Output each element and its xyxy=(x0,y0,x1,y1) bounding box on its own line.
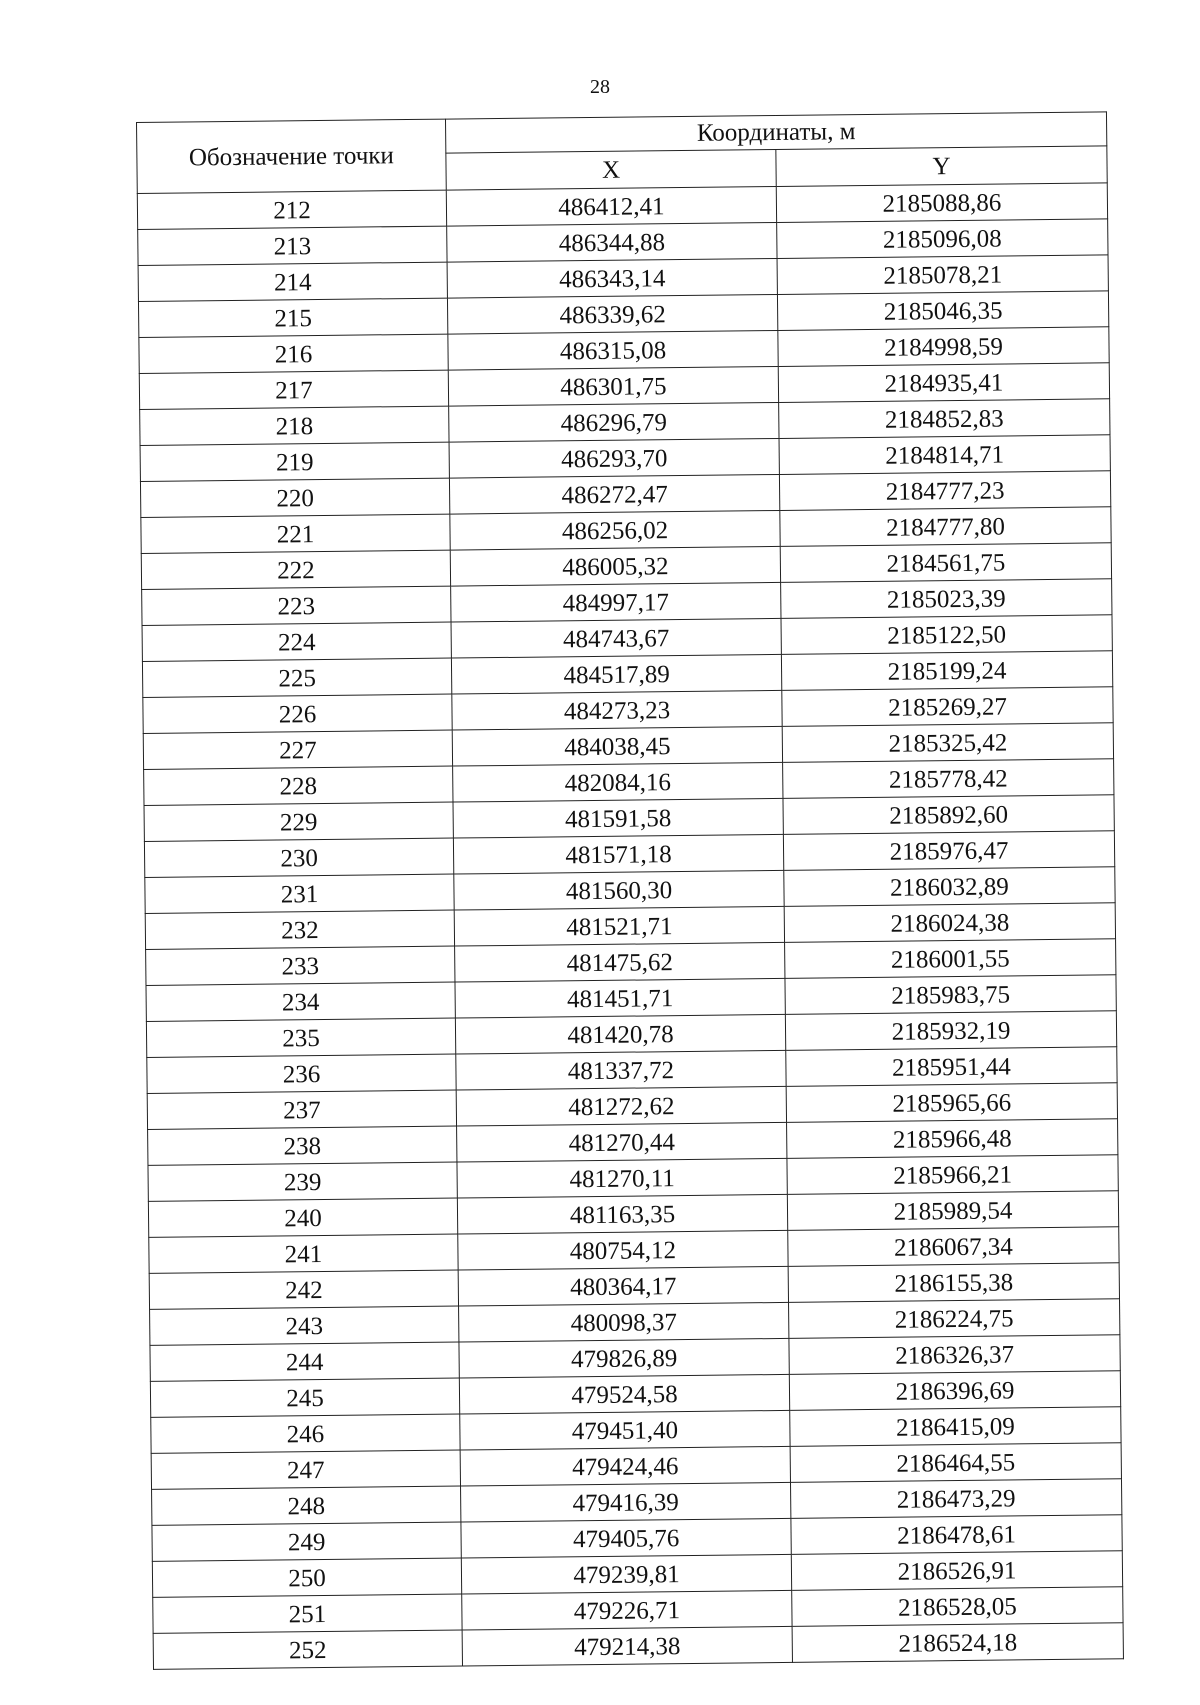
point-cell: 232 xyxy=(145,910,454,949)
x-cell: 480754,12 xyxy=(458,1230,788,1270)
y-cell: 2185078,21 xyxy=(777,255,1108,295)
point-cell: 242 xyxy=(149,1270,458,1309)
point-cell: 248 xyxy=(152,1486,461,1525)
point-cell: 229 xyxy=(144,802,453,841)
x-cell: 479424,46 xyxy=(460,1446,790,1486)
y-cell: 2185096,08 xyxy=(777,219,1108,259)
point-cell: 213 xyxy=(138,226,447,265)
x-cell: 484517,89 xyxy=(451,654,781,694)
x-cell: 484273,23 xyxy=(452,690,782,730)
x-column-header: X xyxy=(446,149,776,190)
x-cell: 481272,62 xyxy=(456,1086,786,1126)
y-cell: 2185989,54 xyxy=(787,1191,1118,1231)
x-cell: 481591,58 xyxy=(453,798,783,838)
y-cell: 2185966,48 xyxy=(787,1119,1118,1159)
y-cell: 2186528,05 xyxy=(792,1587,1123,1627)
point-cell: 219 xyxy=(140,442,449,481)
point-cell: 215 xyxy=(138,298,447,337)
point-cell: 223 xyxy=(142,586,451,625)
point-cell: 245 xyxy=(150,1378,459,1417)
y-cell: 2186524,18 xyxy=(792,1623,1123,1663)
point-cell: 233 xyxy=(146,946,455,985)
y-cell: 2185951,44 xyxy=(786,1047,1117,1087)
point-cell: 249 xyxy=(152,1522,461,1561)
point-cell: 222 xyxy=(141,550,450,589)
y-cell: 2184561,75 xyxy=(780,543,1111,583)
x-cell: 481163,35 xyxy=(457,1194,787,1234)
point-cell: 251 xyxy=(153,1594,462,1633)
point-cell: 228 xyxy=(144,766,453,805)
x-cell: 480098,37 xyxy=(459,1302,789,1342)
y-cell: 2186415,09 xyxy=(790,1407,1121,1447)
x-cell: 486343,14 xyxy=(447,258,777,298)
x-cell: 486296,79 xyxy=(449,402,779,442)
point-cell: 240 xyxy=(148,1198,457,1237)
coordinates-sheet xyxy=(136,111,1123,1670)
point-cell: 235 xyxy=(146,1018,455,1057)
y-cell: 2184935,41 xyxy=(778,363,1109,403)
x-cell: 484997,17 xyxy=(451,582,781,622)
point-cell: 243 xyxy=(150,1306,459,1345)
point-cell: 244 xyxy=(150,1342,459,1381)
y-cell: 2186155,38 xyxy=(788,1263,1119,1303)
x-cell: 486005,32 xyxy=(450,546,780,586)
y-cell: 2186224,75 xyxy=(789,1299,1120,1339)
x-cell: 486293,70 xyxy=(449,438,779,478)
x-cell: 480364,17 xyxy=(458,1266,788,1306)
x-cell: 486344,88 xyxy=(447,222,777,262)
point-cell: 238 xyxy=(148,1126,457,1165)
point-cell: 225 xyxy=(142,658,451,697)
y-cell: 2185778,42 xyxy=(783,759,1114,799)
point-cell: 221 xyxy=(141,514,450,553)
y-cell: 2185932,19 xyxy=(785,1011,1116,1051)
x-cell: 484743,67 xyxy=(451,618,781,658)
point-cell: 239 xyxy=(148,1162,457,1201)
point-cell: 214 xyxy=(138,262,447,301)
y-cell: 2184777,23 xyxy=(779,471,1110,511)
x-cell: 486301,75 xyxy=(448,366,778,406)
x-cell: 484038,45 xyxy=(452,726,782,766)
point-cell: 220 xyxy=(140,478,449,517)
y-cell: 2185966,21 xyxy=(787,1155,1118,1195)
point-cell: 246 xyxy=(151,1414,460,1453)
y-cell: 2185965,66 xyxy=(786,1083,1117,1123)
table-body xyxy=(137,183,1123,1670)
x-cell: 481521,71 xyxy=(454,906,784,946)
x-cell: 479826,89 xyxy=(459,1338,789,1378)
point-cell: 234 xyxy=(146,982,455,1021)
y-cell: 2184777,80 xyxy=(780,507,1111,547)
y-cell: 2185892,60 xyxy=(783,795,1114,835)
x-cell: 479416,39 xyxy=(461,1482,791,1522)
x-cell: 486256,02 xyxy=(450,510,780,550)
y-cell: 2185122,50 xyxy=(781,615,1112,655)
x-cell: 486315,08 xyxy=(448,330,778,370)
y-cell: 2186024,38 xyxy=(784,903,1115,943)
x-cell: 481451,71 xyxy=(455,978,785,1018)
y-cell: 2185325,42 xyxy=(782,723,1113,763)
x-cell: 486339,62 xyxy=(447,294,777,334)
y-cell: 2186326,37 xyxy=(789,1335,1120,1375)
y-cell: 2185046,35 xyxy=(777,291,1108,331)
point-cell: 224 xyxy=(142,622,451,661)
point-cell: 216 xyxy=(139,334,448,373)
y-cell: 2186464,55 xyxy=(790,1443,1121,1483)
point-cell: 226 xyxy=(143,694,452,733)
point-cell: 236 xyxy=(147,1054,456,1093)
point-cell: 252 xyxy=(153,1630,462,1669)
y-column-header: Y xyxy=(776,146,1107,187)
x-cell: 481270,11 xyxy=(457,1158,787,1198)
point-cell: 247 xyxy=(151,1450,460,1489)
x-cell: 481420,78 xyxy=(455,1014,785,1054)
x-cell: 479451,40 xyxy=(460,1410,790,1450)
point-cell: 212 xyxy=(137,190,446,229)
x-cell: 479405,76 xyxy=(461,1518,791,1558)
y-cell: 2186478,61 xyxy=(791,1515,1122,1555)
point-cell: 231 xyxy=(145,874,454,913)
page-number: 28 xyxy=(590,76,610,98)
x-cell: 481560,30 xyxy=(454,870,784,910)
x-cell: 482084,16 xyxy=(453,762,783,802)
x-cell: 481571,18 xyxy=(453,834,783,874)
y-cell: 2186067,34 xyxy=(788,1227,1119,1267)
y-cell: 2186032,89 xyxy=(784,867,1115,907)
point-cell: 241 xyxy=(149,1234,458,1273)
x-cell: 479524,58 xyxy=(459,1374,789,1414)
y-cell: 2186396,69 xyxy=(789,1371,1120,1411)
x-cell: 481337,72 xyxy=(456,1050,786,1090)
point-cell: 218 xyxy=(140,406,449,445)
y-cell: 2186001,55 xyxy=(785,939,1116,979)
coordinates-group-header: Координаты, м xyxy=(445,112,1106,153)
x-cell: 486412,41 xyxy=(446,186,776,226)
y-cell: 2185269,27 xyxy=(782,687,1113,727)
y-cell: 2185199,24 xyxy=(781,651,1112,691)
y-cell: 2184998,59 xyxy=(778,327,1109,367)
x-cell: 481475,62 xyxy=(455,942,785,982)
x-cell: 481270,44 xyxy=(457,1122,787,1162)
y-cell: 2185983,75 xyxy=(785,975,1116,1015)
point-cell: 227 xyxy=(143,730,452,769)
x-cell: 479239,81 xyxy=(461,1554,791,1594)
y-cell: 2186526,91 xyxy=(791,1551,1122,1591)
x-cell: 479226,71 xyxy=(462,1590,792,1630)
coordinates-table xyxy=(136,111,1124,1670)
y-cell: 2186473,29 xyxy=(790,1479,1121,1519)
point-column-header: Обозначение точки xyxy=(137,119,447,193)
x-cell: 486272,47 xyxy=(449,474,779,514)
y-cell: 2185976,47 xyxy=(783,831,1114,871)
point-cell: 217 xyxy=(139,370,448,409)
point-cell: 250 xyxy=(152,1558,461,1597)
x-cell: 479214,38 xyxy=(462,1626,792,1666)
y-cell: 2184852,83 xyxy=(779,399,1110,439)
y-cell: 2185023,39 xyxy=(781,579,1112,619)
point-cell: 237 xyxy=(147,1090,456,1129)
y-cell: 2185088,86 xyxy=(776,183,1107,223)
table-header xyxy=(137,112,1108,194)
y-cell: 2184814,71 xyxy=(779,435,1110,475)
point-cell: 230 xyxy=(144,838,453,877)
